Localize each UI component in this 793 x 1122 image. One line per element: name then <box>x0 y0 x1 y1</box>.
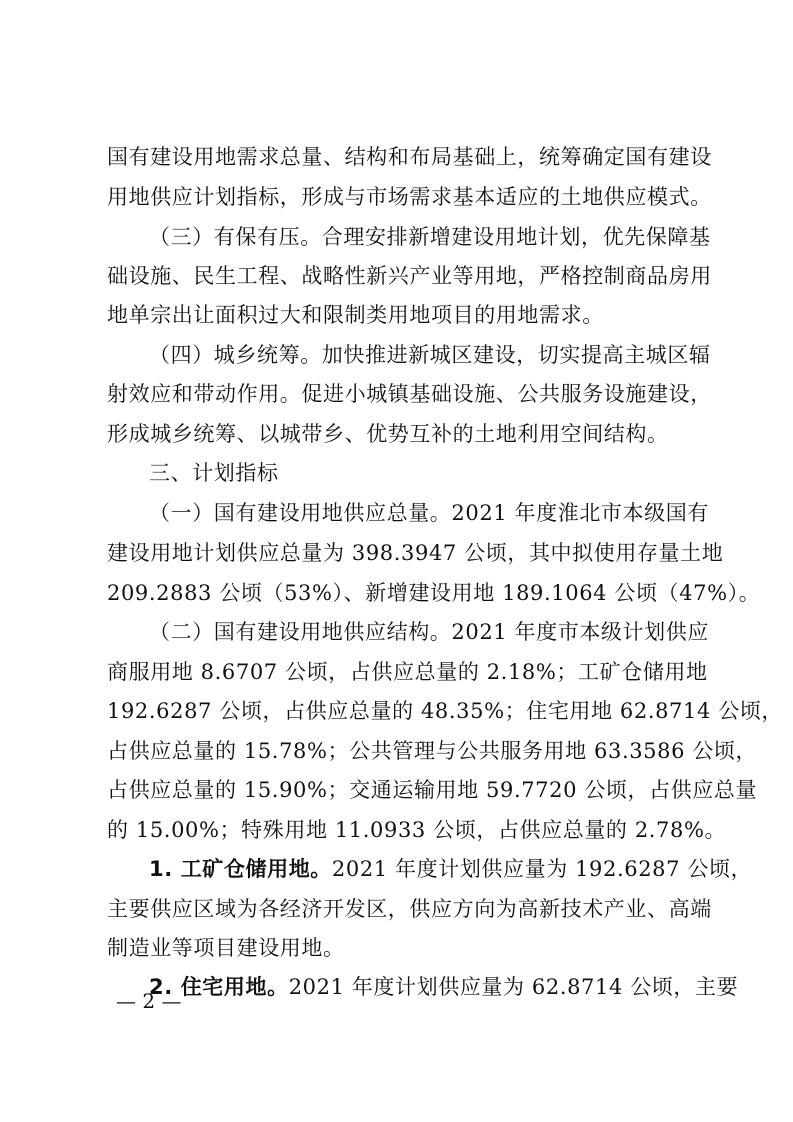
body-line-12: 209.2883 公顷（53%）、新增建设用地 189.1064 公顷（47%）。 <box>107 581 761 605</box>
body-line-11: 建设用地计划供应总量为 398.3947 公顷，其中拟使用存量土地 <box>107 541 724 565</box>
subsection-2 <box>107 973 739 1001</box>
subsection-2-text: 2021 年度计划供应量为 62.8714 公顷，主要 <box>288 975 739 999</box>
body-line-10: （一）国有建设用地供应总量。2021 年度淮北市本级国有 <box>149 501 709 525</box>
body-line-2: 用地供应计划指标，形成与市场需求基本适应的土地供应模式。 <box>107 185 712 209</box>
body-line-13: （二）国有建设用地供应结构。2021 年度市本级计划供应 <box>149 620 709 644</box>
body-line-1: 国有建设用地需求总量、结构和布局基础上，统筹确定国有建设 <box>107 145 712 169</box>
page-number: — 2 — <box>116 989 182 1013</box>
body-line-3: （三）有保有压。合理安排新增建设用地计划，优先保障基 <box>149 225 711 249</box>
body-line-14: 商服用地 8.6707 公顷，占供应总量的 2.18%；工矿仓储用地 <box>107 660 708 684</box>
body-line-15: 192.6287 公顷，占供应总量的 48.35%；住宅用地 62.8714 公顷， <box>107 699 784 723</box>
body-line-6: （四）城乡统筹。加快推进新城区建设，切实提高主城区辐 <box>149 343 711 367</box>
body-line-17: 占供应总量的 15.90%；交通运输用地 59.7720 公顷，占供应总量 <box>107 778 758 802</box>
body-line-20: 主要供应区域为各经济开发区，供应方向为高新技术产业、高端 <box>107 897 712 921</box>
body-line-18: 的 15.00%；特殊用地 11.0933 公顷，占供应总量的 2.78%。 <box>107 818 727 842</box>
body-line-7: 射效应和带动作用。促进小城镇基础设施、公共服务设施建设， <box>107 382 712 406</box>
body-line-5: 地单宗出让面积过大和限制类用地项目的用地需求。 <box>107 303 604 327</box>
subsection-1-text: 2021 年度计划供应量为 192.6287 公顷， <box>331 857 753 881</box>
body-line-21: 制造业等项目建设用地。 <box>107 936 345 960</box>
body-line-16: 占供应总量的 15.78%；公共管理与公共服务用地 63.3586 公顷， <box>107 739 758 763</box>
subsection-1 <box>107 855 753 883</box>
body-line-4: 础设施、民生工程、战略性新兴产业等用地，严格控制商品房用 <box>107 264 712 288</box>
body-line-8: 形成城乡统筹、以城带乡、优势互补的土地利用空间结构。 <box>107 422 669 446</box>
subsection-1-heading: 1. 工矿仓储用地。 <box>149 857 332 881</box>
subsection-2-heading: 2. 住宅用地。 <box>149 975 289 999</box>
section-heading: 三、计划指标 <box>149 461 279 485</box>
